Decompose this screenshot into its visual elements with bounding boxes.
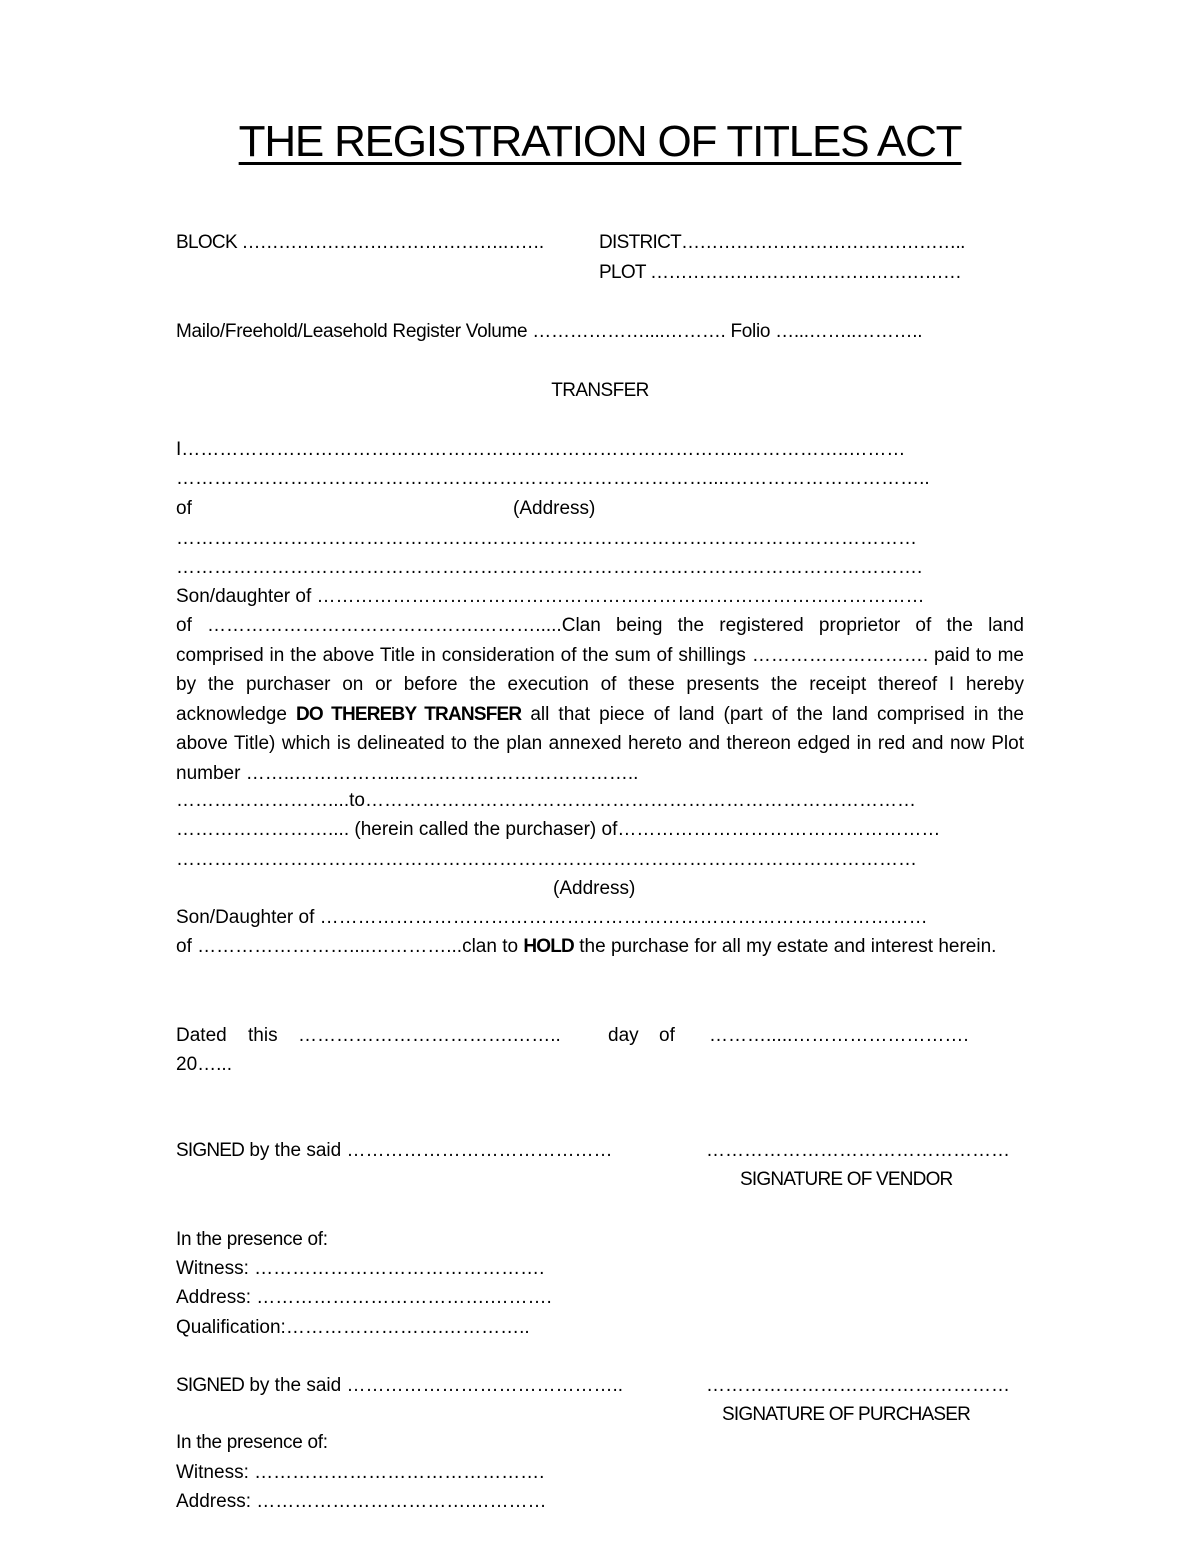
dated-this: this (248, 1025, 278, 1046)
transfer-heading: TRANSFER (551, 380, 649, 401)
purchaser-signed-line (176, 1376, 623, 1395)
vendor-signed-line (176, 1141, 613, 1160)
purchaser-witness-field: Witness: ………………………………………. (176, 1462, 545, 1483)
purchaser-address-field: Address: …………………………….………… (176, 1491, 547, 1512)
dotted-line: ……………………………………………………………………………………………………… (176, 528, 917, 549)
clan-text: the purchase for all my estate and interest herein. (579, 936, 997, 957)
to-line: ……………………....to…………………………………………………………………………… (176, 790, 916, 811)
of-label: of (176, 498, 192, 519)
purchaser-line: …………………….... (herein called the purchaser) of…………………………………………… (176, 819, 941, 840)
vendor-witness-field: Witness: ………………………………………. (176, 1258, 545, 1279)
document-title: THE REGISTRATION OF TITLES ACT (238, 117, 962, 166)
vendor-signature-label: SIGNATURE OF VENDOR (740, 1169, 953, 1190)
vendor-address-field: Address: ……………………………….………. (176, 1287, 552, 1308)
transferor-name-line: I……………………………………………………………………………..……………..……… (176, 439, 906, 460)
transfer-phrase: DO THEREBY TRANSFER (295, 703, 522, 725)
plot-field: PLOT …………………………………………… (599, 262, 962, 283)
year-field: 20…... (176, 1054, 232, 1075)
of-label: of (659, 1025, 675, 1046)
paragraph-start: of …………………………………….………..... (176, 615, 562, 636)
son-daughter-line: Son/Daughter of …………………………………………………………………………………… (176, 907, 928, 928)
day-label: day (608, 1025, 639, 1046)
address-label: (Address) (553, 878, 636, 899)
purchaser-signature-dots: ………………………………………… (706, 1375, 1010, 1396)
hold-phrase: HOLD (523, 936, 574, 957)
signed-by-text: by the said …………………………………….. (249, 1375, 624, 1396)
clan-start: of ……………………....…………... (176, 936, 463, 957)
block-field: BLOCK …………………………………….……. (176, 232, 544, 253)
purchaser-signature-label: SIGNATURE OF PURCHASER (722, 1404, 971, 1425)
day-dots: …………………………….…….. (298, 1025, 561, 1046)
purchaser-presence-label: In the presence of: (176, 1432, 328, 1453)
district-field: DISTRICT……………………………………….. (599, 232, 965, 253)
vendor-signature-dots: ………………………………………… (706, 1140, 1010, 1161)
signed-by-text: by the said …………………………………… (249, 1140, 613, 1161)
register-volume-field: Mailo/Freehold/Leasehold Register Volume ………………....………. Folio …...……..……….. (176, 321, 923, 342)
signed-label: SIGNED (176, 1140, 245, 1161)
paragraph-text: Clan being the registered proprietor of the land comprised in the above Title in consideration of the sum of shillings ………………………. paid to me by the purchaser on or before the execution of these presents the receipt thereof I hereby acknowledge (176, 615, 1024, 725)
dated-label: Dated (176, 1025, 227, 1046)
dotted-line: …………………………………………………………………………....………………………….. (176, 468, 930, 489)
dotted-line: ……………………………………………………………………………………………………… (176, 849, 917, 870)
son-daughter-line: Son/daughter of …………………………………………………………………………………… (176, 586, 925, 607)
clan-text: clan to (462, 936, 519, 957)
vendor-qualification-field: Qualification:…………………….………….. (176, 1317, 530, 1338)
dotted-line: ………………………………………………………………………………………………………. (176, 557, 923, 578)
signed-label: SIGNED (176, 1375, 245, 1396)
paragraph-text: all that piece of land (part of the land comprised in the above Title) which is delineated to the plan annexed hereto and thereon edged in red and now Plot number ……..……………..……………………………….. (176, 703, 1024, 784)
address-label: (Address) (513, 498, 596, 519)
month-dots: ……….....………………………. (709, 1025, 969, 1046)
clan-paragraph (176, 932, 1024, 962)
transfer-paragraph (176, 611, 1024, 788)
vendor-presence-label: In the presence of: (176, 1229, 328, 1250)
